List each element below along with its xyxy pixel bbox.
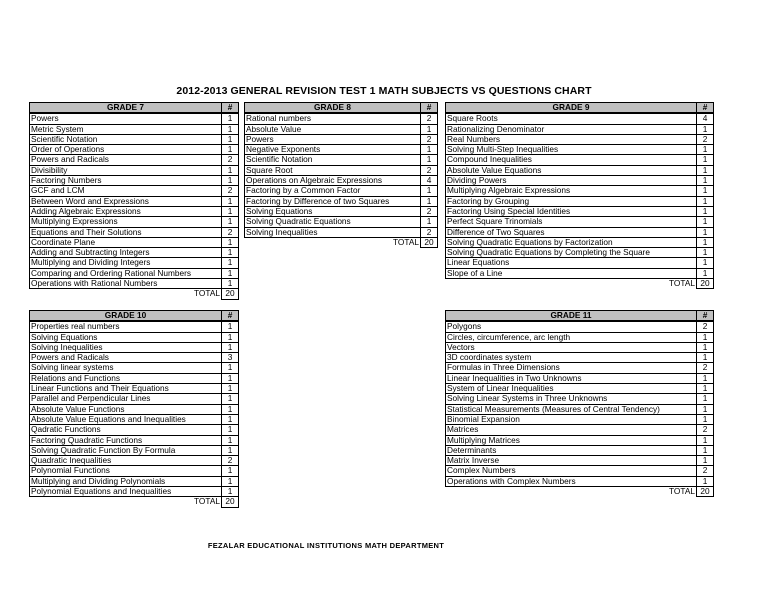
question-count-cell: 1 bbox=[222, 445, 239, 455]
table-row bbox=[30, 445, 239, 455]
total-value: 20 bbox=[697, 487, 714, 497]
question-count-cell: 1 bbox=[697, 394, 714, 404]
question-count-cell: 2 bbox=[421, 227, 438, 237]
subject-cell: Absolute Value Equations bbox=[446, 165, 697, 175]
total-row bbox=[446, 487, 714, 497]
table-row bbox=[30, 435, 239, 445]
table-row bbox=[245, 134, 438, 144]
question-count-cell: 1 bbox=[222, 206, 239, 216]
table-row bbox=[30, 425, 239, 435]
question-count-cell: 1 bbox=[421, 155, 438, 165]
question-count-cell: 1 bbox=[697, 206, 714, 216]
subject-cell: Multiplying and Dividing Polynomials bbox=[30, 476, 222, 486]
table-row bbox=[446, 394, 714, 404]
table-row bbox=[446, 186, 714, 196]
question-count-cell: 1 bbox=[222, 268, 239, 278]
subject-cell: Multiplying Matrices bbox=[446, 435, 697, 445]
question-count-cell: 1 bbox=[222, 248, 239, 258]
subject-cell: Solving Quadratic Equations by Factorization bbox=[446, 237, 697, 247]
subject-cell: Powers bbox=[30, 113, 222, 124]
table-row bbox=[30, 384, 239, 394]
table-row bbox=[30, 332, 239, 342]
subject-cell: Factoring by a Common Factor bbox=[245, 186, 421, 196]
subject-cell: Relations and Functions bbox=[30, 373, 222, 383]
question-count-cell: 1 bbox=[421, 145, 438, 155]
question-count-cell: 1 bbox=[222, 414, 239, 424]
question-count-cell: 1 bbox=[222, 425, 239, 435]
total-value: 20 bbox=[697, 279, 714, 289]
total-label: TOTAL bbox=[446, 487, 697, 497]
question-count-cell: 1 bbox=[697, 248, 714, 258]
subject-cell: Vectors bbox=[446, 342, 697, 352]
question-count-cell: 1 bbox=[222, 435, 239, 445]
question-count-cell: 2 bbox=[222, 155, 239, 165]
subject-cell: Absolute Value bbox=[245, 124, 421, 134]
question-count-cell: 1 bbox=[222, 217, 239, 227]
subject-cell: Factoring by Grouping bbox=[446, 196, 697, 206]
table-row bbox=[446, 248, 714, 258]
total-value: 20 bbox=[421, 237, 438, 247]
table-row bbox=[245, 165, 438, 175]
table-row bbox=[30, 206, 239, 216]
subject-cell: Complex Numbers bbox=[446, 466, 697, 476]
question-count-cell: 1 bbox=[421, 217, 438, 227]
question-count-cell: 1 bbox=[697, 196, 714, 206]
question-count-cell: 1 bbox=[222, 134, 239, 144]
subject-cell: Adding Algebraic Expressions bbox=[30, 206, 222, 216]
subject-cell: Solving Equations bbox=[30, 332, 222, 342]
total-row bbox=[30, 497, 239, 507]
department-footer: FEZALAR EDUCATIONAL INSTITUTIONS MATH DEPARTMENT bbox=[207, 541, 445, 550]
question-count-cell: 1 bbox=[222, 332, 239, 342]
subject-cell: Square Root bbox=[245, 165, 421, 175]
subject-cell: Properties real numbers bbox=[30, 321, 222, 332]
table-row bbox=[30, 176, 239, 186]
subject-cell: Polynomial Equations and Inequalities bbox=[30, 487, 222, 497]
subject-cell: Polynomial Functions bbox=[30, 466, 222, 476]
table-row bbox=[30, 363, 239, 373]
subject-cell: Formulas in Three Dimensions bbox=[446, 363, 697, 373]
subject-cell: Factoring Numbers bbox=[30, 176, 222, 186]
subject-cell: Multiplying Algebraic Expressions bbox=[446, 186, 697, 196]
question-count-cell: 1 bbox=[697, 456, 714, 466]
table-row bbox=[446, 227, 714, 237]
question-count-cell: 1 bbox=[697, 384, 714, 394]
subject-cell: System of Linear Inequalities bbox=[446, 384, 697, 394]
subject-cell: Metric System bbox=[30, 124, 222, 134]
table-row bbox=[446, 466, 714, 476]
subject-cell: 3D coordinates system bbox=[446, 353, 697, 363]
question-count-cell: 1 bbox=[222, 237, 239, 247]
table-row bbox=[446, 206, 714, 216]
table-row bbox=[245, 227, 438, 237]
subject-cell: Solving Equations bbox=[245, 206, 421, 216]
table-row bbox=[245, 176, 438, 186]
table-row bbox=[30, 476, 239, 486]
table-row bbox=[30, 456, 239, 466]
table-row bbox=[30, 342, 239, 352]
question-count-cell: 1 bbox=[222, 113, 239, 124]
subject-cell: Square Roots bbox=[446, 113, 697, 124]
grade-title: GRADE 8 bbox=[245, 103, 421, 114]
question-count-cell: 1 bbox=[697, 342, 714, 352]
question-count-cell: 1 bbox=[222, 196, 239, 206]
table-row bbox=[446, 414, 714, 424]
table-row bbox=[30, 227, 239, 237]
table-row bbox=[446, 124, 714, 134]
table-row bbox=[446, 456, 714, 466]
subject-cell: Solving Quadratic Equations by Completing the Square bbox=[446, 248, 697, 258]
question-count-cell: 1 bbox=[222, 165, 239, 175]
subject-cell: Binomial Expansion bbox=[446, 414, 697, 424]
question-count-cell: 1 bbox=[222, 124, 239, 134]
question-count-cell: 1 bbox=[697, 414, 714, 424]
question-count-cell: 2 bbox=[421, 165, 438, 175]
table-row bbox=[245, 145, 438, 155]
subject-cell: Qadratic Functions bbox=[30, 425, 222, 435]
subject-cell: Factoring Using Special Identities bbox=[446, 206, 697, 216]
question-count-cell: 3 bbox=[222, 353, 239, 363]
question-count-cell: 1 bbox=[222, 279, 239, 289]
subject-cell: Multiplying and Dividing Integers bbox=[30, 258, 222, 268]
question-count-cell: 2 bbox=[222, 456, 239, 466]
count-header: # bbox=[222, 103, 239, 114]
table-row bbox=[30, 155, 239, 165]
question-count-cell: 1 bbox=[222, 145, 239, 155]
subject-cell: Operations with Complex Numbers bbox=[446, 476, 697, 486]
total-row bbox=[30, 289, 239, 299]
subject-cell: Rational numbers bbox=[245, 113, 421, 124]
table-row bbox=[446, 134, 714, 144]
question-count-cell: 1 bbox=[697, 435, 714, 445]
table-row bbox=[446, 113, 714, 124]
table-row bbox=[446, 363, 714, 373]
question-count-cell: 1 bbox=[697, 332, 714, 342]
question-count-cell: 2 bbox=[421, 134, 438, 144]
question-count-cell: 1 bbox=[697, 155, 714, 165]
subject-cell: Solving Inequalities bbox=[30, 342, 222, 352]
total-value: 20 bbox=[222, 289, 239, 299]
subject-cell: Operations with Rational Numbers bbox=[30, 279, 222, 289]
question-count-cell: 1 bbox=[697, 404, 714, 414]
subject-cell: Scientific Notation bbox=[30, 134, 222, 144]
table-row bbox=[446, 321, 714, 332]
subject-cell: Equations and Their Solutions bbox=[30, 227, 222, 237]
table-row bbox=[30, 237, 239, 247]
question-count-cell: 1 bbox=[697, 217, 714, 227]
table-row bbox=[245, 186, 438, 196]
subject-cell: Negative Exponents bbox=[245, 145, 421, 155]
grade-10-table bbox=[29, 310, 239, 508]
question-count-cell: 2 bbox=[697, 425, 714, 435]
table-row bbox=[30, 373, 239, 383]
question-count-cell: 1 bbox=[697, 165, 714, 175]
table-row bbox=[30, 217, 239, 227]
question-count-cell: 1 bbox=[222, 394, 239, 404]
subject-cell: Solving Inequalities bbox=[245, 227, 421, 237]
subject-cell: Polygons bbox=[446, 321, 697, 332]
table-row bbox=[30, 487, 239, 497]
subject-cell: Powers and Radicals bbox=[30, 155, 222, 165]
subject-cell: Factoring Quadratic Functions bbox=[30, 435, 222, 445]
table-row bbox=[30, 186, 239, 196]
question-count-cell: 1 bbox=[697, 476, 714, 486]
table-row bbox=[446, 217, 714, 227]
subject-cell: Solving Quadratic Equations bbox=[245, 217, 421, 227]
subject-cell: Comparing and Ordering Rational Numbers bbox=[30, 268, 222, 278]
total-label: TOTAL bbox=[30, 289, 222, 299]
subject-cell: Operations on Algebraic Expressions bbox=[245, 176, 421, 186]
subject-cell: Adding and Subtracting Integers bbox=[30, 248, 222, 258]
subject-cell: Difference of Two Squares bbox=[446, 227, 697, 237]
table-row bbox=[30, 353, 239, 363]
subject-cell: Coordinate Plane bbox=[30, 237, 222, 247]
subject-cell: GCF and LCM bbox=[30, 186, 222, 196]
table-row bbox=[446, 384, 714, 394]
table-row bbox=[446, 435, 714, 445]
subject-cell: Divisibility bbox=[30, 165, 222, 175]
subject-cell: Slope of a Line bbox=[446, 268, 697, 278]
subject-cell: Absolute Value Functions bbox=[30, 404, 222, 414]
table-row bbox=[446, 165, 714, 175]
question-count-cell: 1 bbox=[421, 124, 438, 134]
subject-cell: Rationalizing Denominator bbox=[446, 124, 697, 134]
question-count-cell: 1 bbox=[222, 487, 239, 497]
question-count-cell: 2 bbox=[697, 363, 714, 373]
table-row bbox=[446, 268, 714, 278]
grade-9-table bbox=[445, 102, 714, 289]
grade-title: GRADE 7 bbox=[30, 103, 222, 114]
subject-cell: Matrix Inverse bbox=[446, 456, 697, 466]
subject-cell: Circles, circumference, arc length bbox=[446, 332, 697, 342]
table-row bbox=[446, 176, 714, 186]
grade-title: GRADE 9 bbox=[446, 103, 697, 114]
subject-cell: Powers and Radicals bbox=[30, 353, 222, 363]
total-label: TOTAL bbox=[446, 279, 697, 289]
grade-title: GRADE 10 bbox=[30, 311, 222, 322]
table-row bbox=[245, 217, 438, 227]
table-row bbox=[446, 342, 714, 352]
table-row bbox=[446, 196, 714, 206]
question-count-cell: 2 bbox=[697, 134, 714, 144]
question-count-cell: 1 bbox=[222, 258, 239, 268]
subject-cell: Solving Multi-Step Inequalities bbox=[446, 145, 697, 155]
table-row bbox=[245, 155, 438, 165]
total-row bbox=[245, 237, 438, 247]
question-count-cell: 1 bbox=[222, 176, 239, 186]
grade-7-table bbox=[29, 102, 239, 300]
question-count-cell: 1 bbox=[222, 373, 239, 383]
question-count-cell: 4 bbox=[421, 176, 438, 186]
table-row bbox=[30, 279, 239, 289]
grade-title: GRADE 11 bbox=[446, 311, 697, 322]
grade-11-table bbox=[445, 310, 714, 497]
table-row bbox=[30, 248, 239, 258]
table-row bbox=[245, 124, 438, 134]
question-count-cell: 2 bbox=[421, 206, 438, 216]
table-row bbox=[30, 113, 239, 124]
table-row bbox=[30, 145, 239, 155]
table-row bbox=[446, 332, 714, 342]
question-count-cell: 1 bbox=[697, 186, 714, 196]
subject-cell: Order of Operations bbox=[30, 145, 222, 155]
table-row bbox=[446, 145, 714, 155]
page-title: 2012-2013 GENERAL REVISION TEST 1 MATH SUBJECTS VS QUESTIONS CHART bbox=[176, 85, 592, 97]
question-count-cell: 1 bbox=[222, 342, 239, 352]
subject-cell: Linear Functions and Their Equations bbox=[30, 384, 222, 394]
question-count-cell: 2 bbox=[222, 227, 239, 237]
table-row bbox=[30, 404, 239, 414]
table-row bbox=[446, 373, 714, 383]
question-count-cell: 1 bbox=[697, 145, 714, 155]
question-count-cell: 4 bbox=[697, 113, 714, 124]
subject-cell: Between Word and Expressions bbox=[30, 196, 222, 206]
table-row bbox=[245, 113, 438, 124]
total-value: 20 bbox=[222, 497, 239, 507]
total-label: TOTAL bbox=[30, 497, 222, 507]
table-row bbox=[446, 258, 714, 268]
question-count-cell: 1 bbox=[222, 476, 239, 486]
count-header: # bbox=[697, 311, 714, 322]
subject-cell: Real Numbers bbox=[446, 134, 697, 144]
question-count-cell: 1 bbox=[697, 258, 714, 268]
table-row bbox=[30, 124, 239, 134]
subject-cell: Solving linear systems bbox=[30, 363, 222, 373]
subject-cell: Linear Equations bbox=[446, 258, 697, 268]
question-count-cell: 2 bbox=[697, 321, 714, 332]
subject-cell: Solving Quadratic Function By Formula bbox=[30, 445, 222, 455]
table-row bbox=[446, 476, 714, 486]
question-count-cell: 1 bbox=[222, 321, 239, 332]
table-row bbox=[446, 445, 714, 455]
table-row bbox=[245, 206, 438, 216]
table-row bbox=[446, 353, 714, 363]
subject-cell: Quadratic Inequalities bbox=[30, 456, 222, 466]
total-row bbox=[446, 279, 714, 289]
table-row bbox=[30, 165, 239, 175]
subject-cell: Statistical Measurements (Measures of Central Tendency) bbox=[446, 404, 697, 414]
subject-cell: Matrices bbox=[446, 425, 697, 435]
count-header: # bbox=[697, 103, 714, 114]
question-count-cell: 1 bbox=[697, 227, 714, 237]
count-header: # bbox=[222, 311, 239, 322]
table-row bbox=[446, 425, 714, 435]
question-count-cell: 1 bbox=[222, 363, 239, 373]
question-count-cell: 2 bbox=[222, 186, 239, 196]
subject-cell: Parallel and Perpendicular Lines bbox=[30, 394, 222, 404]
grade-8-table bbox=[244, 102, 438, 248]
question-count-cell: 1 bbox=[697, 124, 714, 134]
table-row bbox=[446, 404, 714, 414]
table-row bbox=[30, 466, 239, 476]
question-count-cell: 1 bbox=[697, 373, 714, 383]
question-count-cell: 1 bbox=[697, 268, 714, 278]
subject-cell: Absolute Value Equations and Inequalities bbox=[30, 414, 222, 424]
question-count-cell: 1 bbox=[697, 445, 714, 455]
question-count-cell: 1 bbox=[421, 186, 438, 196]
question-count-cell: 1 bbox=[222, 466, 239, 476]
question-count-cell: 1 bbox=[421, 196, 438, 206]
question-count-cell: 1 bbox=[222, 384, 239, 394]
table-row bbox=[245, 196, 438, 206]
subject-cell: Determinants bbox=[446, 445, 697, 455]
subject-cell: Powers bbox=[245, 134, 421, 144]
total-label: TOTAL bbox=[245, 237, 421, 247]
subject-cell: Linear Inequalities in Two Unknowns bbox=[446, 373, 697, 383]
question-count-cell: 2 bbox=[421, 113, 438, 124]
table-row bbox=[30, 268, 239, 278]
table-row bbox=[446, 237, 714, 247]
subject-cell: Compound Inequalities bbox=[446, 155, 697, 165]
question-count-cell: 2 bbox=[697, 466, 714, 476]
table-row bbox=[30, 321, 239, 332]
table-row bbox=[30, 134, 239, 144]
question-count-cell: 1 bbox=[222, 404, 239, 414]
subject-cell: Dividing Powers bbox=[446, 176, 697, 186]
table-row bbox=[30, 196, 239, 206]
subject-cell: Factoring by Difference of two Squares bbox=[245, 196, 421, 206]
subject-cell: Perfect Square Trinomials bbox=[446, 217, 697, 227]
table-row bbox=[30, 258, 239, 268]
subject-cell: Scientific Notation bbox=[245, 155, 421, 165]
count-header: # bbox=[421, 103, 438, 114]
table-row bbox=[30, 414, 239, 424]
table-row bbox=[446, 155, 714, 165]
question-count-cell: 1 bbox=[697, 237, 714, 247]
table-row bbox=[30, 394, 239, 404]
question-count-cell: 1 bbox=[697, 176, 714, 186]
subject-cell: Solving Linear Systems in Three Unknowns bbox=[446, 394, 697, 404]
subject-cell: Multiplying Expressions bbox=[30, 217, 222, 227]
question-count-cell: 1 bbox=[697, 353, 714, 363]
